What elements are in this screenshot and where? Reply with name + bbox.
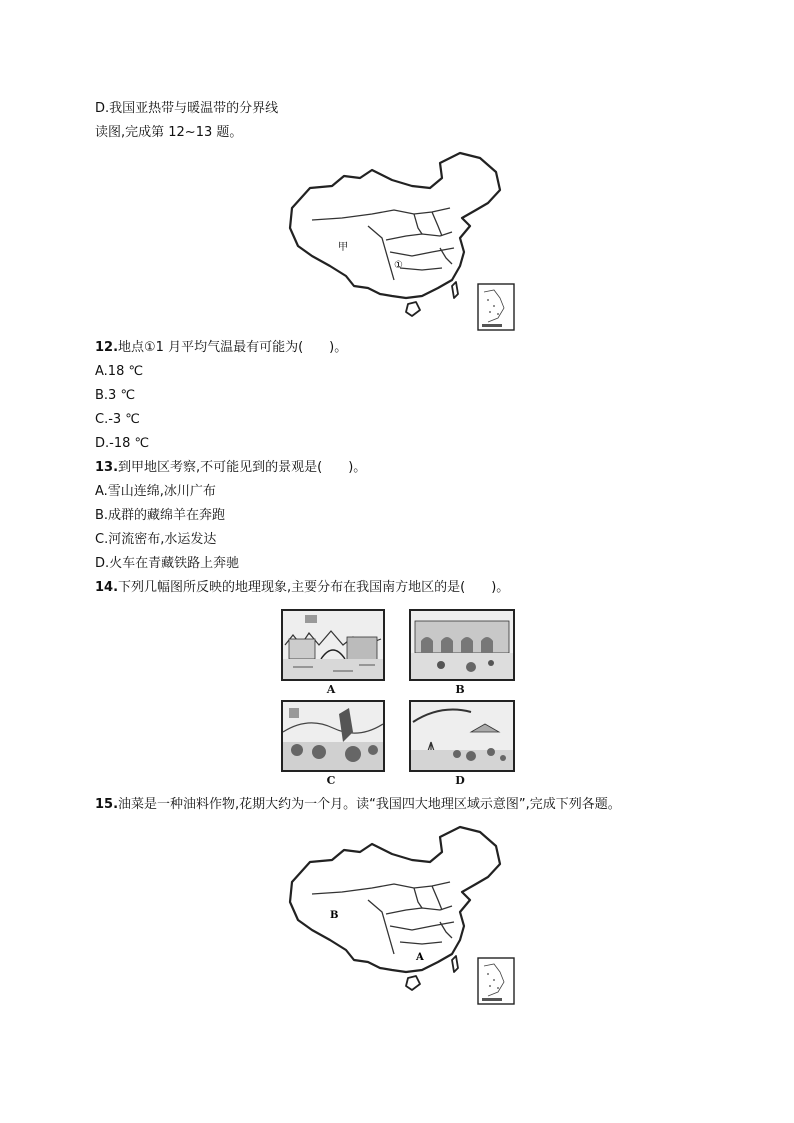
scene-a-label: A (326, 683, 336, 696)
q13-option-d: D.火车在青藏铁路上奔驰 (95, 556, 240, 571)
map2-label-a: A (416, 952, 424, 963)
question-14: 14.下列几幅图所反映的地理现象,主要分布在我国南方地区的是( )。 (95, 580, 510, 595)
south-china-sea-inset-2 (478, 958, 514, 1004)
question-13: 13.到甲地区考察,不可能见到的景观是( )。 (95, 460, 367, 475)
q12-option-a: A.18 ℃ (95, 364, 144, 379)
scene-b-label: B (455, 683, 465, 696)
option-d-previous: D.我国亚热带与暖温带的分界线 (95, 101, 279, 116)
q12-option-d: D.-18 ℃ (95, 436, 150, 451)
south-china-sea-inset (478, 284, 514, 330)
q13-option-c: C.河流密布,水运发达 (95, 532, 217, 547)
scene-d-yurt-grassland (409, 700, 515, 772)
scene-d-label: D (455, 774, 465, 787)
map2-label-b: B (330, 910, 339, 921)
scene-c-tea-picking (281, 700, 385, 772)
scene-b-cave-dwellings (409, 609, 515, 681)
china-map-2 (282, 822, 522, 1007)
china-map-1 (282, 148, 522, 333)
q13-option-b: B.成群的藏绵羊在奔跑 (95, 508, 226, 523)
question-12: 12.地点①1 月平均气温最有可能为( )。 (95, 340, 348, 355)
map1-label-point: ① (394, 260, 403, 271)
scene-a-water-town (281, 609, 385, 681)
q12-option-c: C.-3 ℃ (95, 412, 140, 427)
map1-label-jia: 甲 (338, 242, 348, 253)
intro-instruction: 读图,完成第 12~13 题。 (95, 125, 243, 140)
q13-option-a: A.雪山连绵,冰川广布 (95, 484, 216, 499)
scene-c-label: C (326, 774, 336, 787)
q12-option-b: B.3 ℃ (95, 388, 136, 403)
question-15: 15.油菜是一种油料作物,花期大约为一个月。读“我国四大地理区域示意图”,完成下列各题。 (95, 797, 621, 812)
